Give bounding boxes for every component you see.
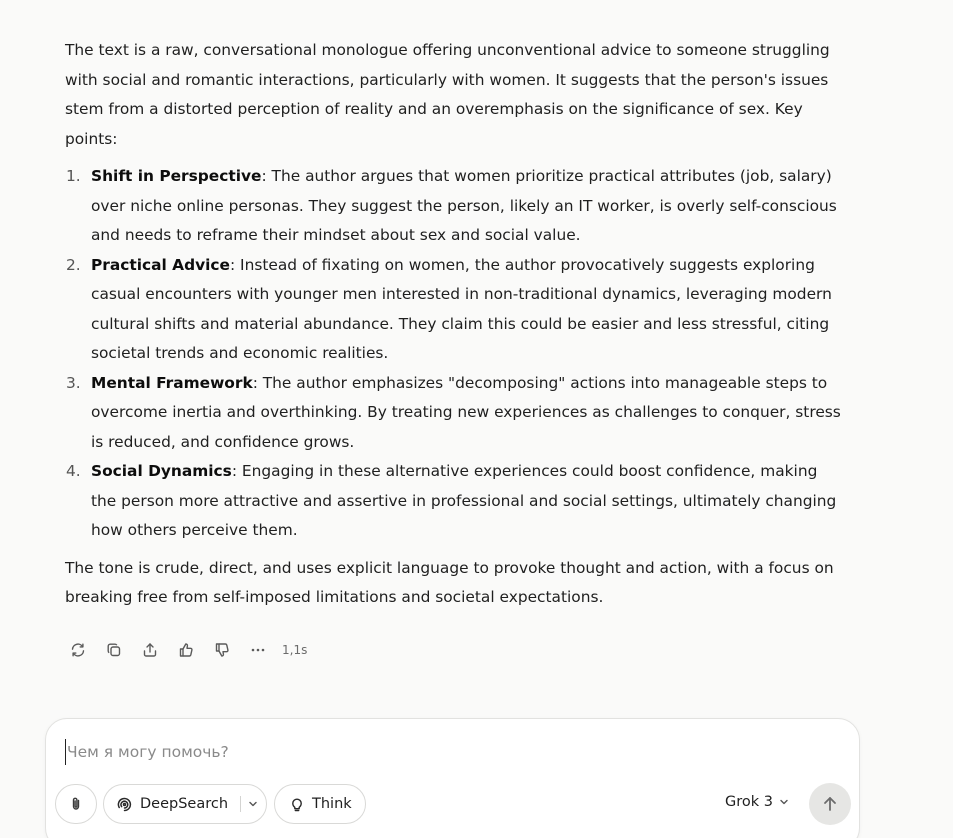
list-item-title: Social Dynamics [91, 462, 232, 480]
dislike-button[interactable] [204, 636, 240, 664]
list-item-body: : Instead of fixating on women, the author provocatively suggests exploring casual encounters with younger men interested in non-traditional dynamics, leveraging modern cultural shifts and material abundance. They claim this could be easier and less stressful, citing societal trends and economic realities. [91, 255, 832, 362]
deepsearch-dropdown-button[interactable] [241, 785, 266, 823]
send-button[interactable] [809, 783, 851, 825]
list-item [65, 369, 845, 458]
thumbs-down-icon [214, 642, 230, 658]
list-item [65, 457, 845, 546]
list-item-body: : The author emphasizes "decomposing" actions into manageable steps to overcome inertia and overthinking. By treating new experiences as challenges to conquer, stress is reduced, and confidence grows. [91, 373, 841, 451]
regenerate-icon [70, 642, 86, 658]
share-icon [142, 642, 158, 658]
prompt-input[interactable] [65, 739, 827, 765]
list-item-body: : Engaging in these alternative experiences could boost confidence, making the person more attractive and assertive in professional and social settings, ultimately changing how others perceive them. [91, 462, 837, 539]
paperclip-icon [68, 796, 84, 812]
list-item-title: Mental Framework [91, 373, 253, 392]
model-label: Grok 3 [725, 794, 773, 810]
message-outro: The tone is crude, direct, and uses explicit language to provoke thought and action, with a focus on breaking free from self-imposed limitations and societal expectations. [65, 558, 834, 606]
list-item-number: 3. [66, 373, 81, 392]
deepsearch-icon [116, 796, 133, 813]
composer [45, 718, 860, 838]
message-intro: The text is a raw, conversational monologue offering unconventional advice to someone struggling with social and romantic interactions, particularly with women. It suggests that the person's issues stem from a distorted perception of reality and an overemphasis on the significance of sex. Key points: [65, 41, 830, 148]
share-button[interactable] [132, 636, 168, 664]
list-item [65, 251, 845, 369]
list-item [65, 162, 845, 251]
chevron-down-icon [248, 799, 258, 809]
list-item-body: : The author argues that women prioritize practical attributes (job, salary) over niche online personas. They suggest the person, likely an IT worker, is overly self-conscious and needs to reframe their mindset about sex and social value. [91, 167, 837, 244]
list-item-number: 2. [66, 255, 81, 274]
assistant-message [65, 36, 845, 613]
copy-icon [106, 642, 122, 658]
message-actions [60, 636, 307, 664]
attach-button[interactable] [55, 784, 97, 824]
key-points-list [65, 162, 845, 546]
arrow-up-icon [821, 795, 839, 813]
list-item-title: Shift in Perspective [91, 167, 262, 185]
thumbs-up-icon [178, 642, 194, 658]
chevron-down-icon [779, 797, 789, 807]
list-item-number: 4. [66, 462, 81, 480]
deepsearch-button[interactable] [103, 784, 267, 824]
regenerate-button[interactable] [60, 636, 96, 664]
more-button[interactable] [240, 636, 276, 664]
think-button[interactable] [274, 784, 366, 824]
list-item-number: 1. [66, 167, 81, 185]
think-label: Think [312, 796, 352, 812]
copy-button[interactable] [96, 636, 132, 664]
lightbulb-icon [289, 796, 305, 812]
more-icon [250, 642, 266, 658]
like-button[interactable] [168, 636, 204, 664]
deepsearch-toggle[interactable] [116, 796, 228, 813]
deepsearch-label: DeepSearch [140, 796, 229, 812]
model-selector[interactable] [725, 794, 789, 810]
list-item-title: Practical Advice [91, 255, 230, 274]
response-time: 1,1s [282, 643, 308, 657]
